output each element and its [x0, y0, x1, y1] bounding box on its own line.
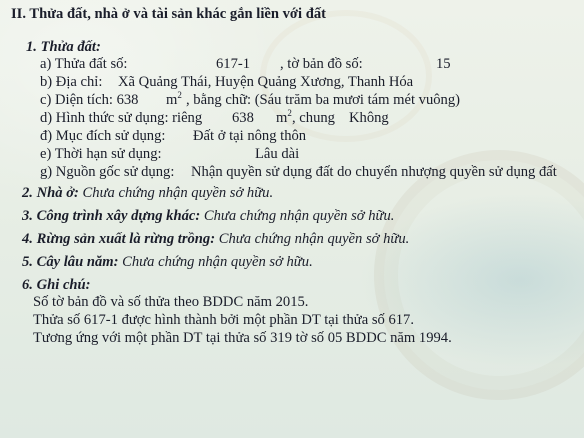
use-form-unit-m: m [276, 110, 288, 126]
notes-line-2: Thửa số 617-1 được hình thành bởi một phần DT tại thửa số 617. [33, 312, 414, 328]
house-row [22, 184, 273, 202]
forest-row [22, 230, 409, 248]
area-in-words: , bằng chữ: (Sáu trăm ba mươi tám mét vuông) [186, 92, 461, 108]
area-label: c) Diện tích: 638 [40, 92, 139, 108]
perennial-row [22, 253, 313, 271]
perennial-heading: 5. Cây lâu năm: [22, 254, 119, 270]
map-sheet-label: , tờ bản đồ số: [280, 56, 363, 72]
origin-label: g) Nguồn gốc sử dụng: [40, 164, 175, 180]
section-title: II. Thửa đất, nhà ở và tài sản khác gắn liền với đất [11, 6, 326, 22]
parcel-label: a) Thửa đất số: [40, 56, 128, 72]
origin-value: Nhận quyền sử dụng đất do chuyển nhượng quyền sử dụng đất [191, 164, 557, 180]
area-row [40, 91, 138, 109]
use-form-common-label: , chung [292, 110, 335, 126]
area-unit-sup: 2 [177, 90, 182, 100]
notes-line-3: Tương ứng với một phần DT tại thửa số 319 tờ số 05 BDDC năm 1994. [33, 330, 452, 346]
purpose-value: Đất ở tại nông thôn [193, 128, 307, 144]
parcel-number: 617-1 [216, 56, 251, 72]
purpose-label: đ) Mục đích sử dụng: [40, 128, 166, 144]
notes-heading: 6. Ghi chú: [22, 277, 91, 293]
notes-line-1: Số tờ bản đồ và số thửa theo BDDC năm 2015. [33, 294, 309, 310]
perennial-value: Chưa chứng nhận quyền sở hữu. [122, 254, 313, 270]
background-seal-watermark [374, 150, 584, 400]
construction-value: Chưa chứng nhận quyền sở hữu. [203, 208, 395, 224]
use-form-unit-sup: 2 [287, 108, 292, 118]
use-form-private-area: 638 [232, 110, 254, 126]
area-unit-m: m [166, 92, 178, 108]
map-sheet-number: 15 [436, 56, 451, 72]
construction-heading: 3. Công trình xây dựng khác: [22, 208, 201, 224]
construction-row [22, 207, 394, 225]
land-heading: 1. Thửa đất: [26, 39, 101, 55]
use-form-unit [276, 109, 292, 127]
address-label: b) Địa chỉ: [40, 74, 103, 90]
forest-heading: 4. Rừng sản xuất là rừng trồng: [22, 231, 216, 247]
area-unit [166, 91, 182, 109]
house-value: Chưa chứng nhận quyền sở hữu. [82, 185, 274, 201]
forest-value: Chưa chứng nhận quyền sở hữu. [218, 231, 410, 247]
house-heading: 2. Nhà ở: [22, 185, 79, 201]
term-label: e) Thời hạn sử dụng: [40, 146, 162, 162]
use-form-label: d) Hình thức sử dụng: riêng [40, 110, 203, 126]
term-value: Lâu dài [255, 146, 300, 162]
use-form-common-value: Không [349, 110, 389, 126]
address-value: Xã Quảng Thái, Huyện Quảng Xương, Thanh Hóa [118, 74, 414, 90]
